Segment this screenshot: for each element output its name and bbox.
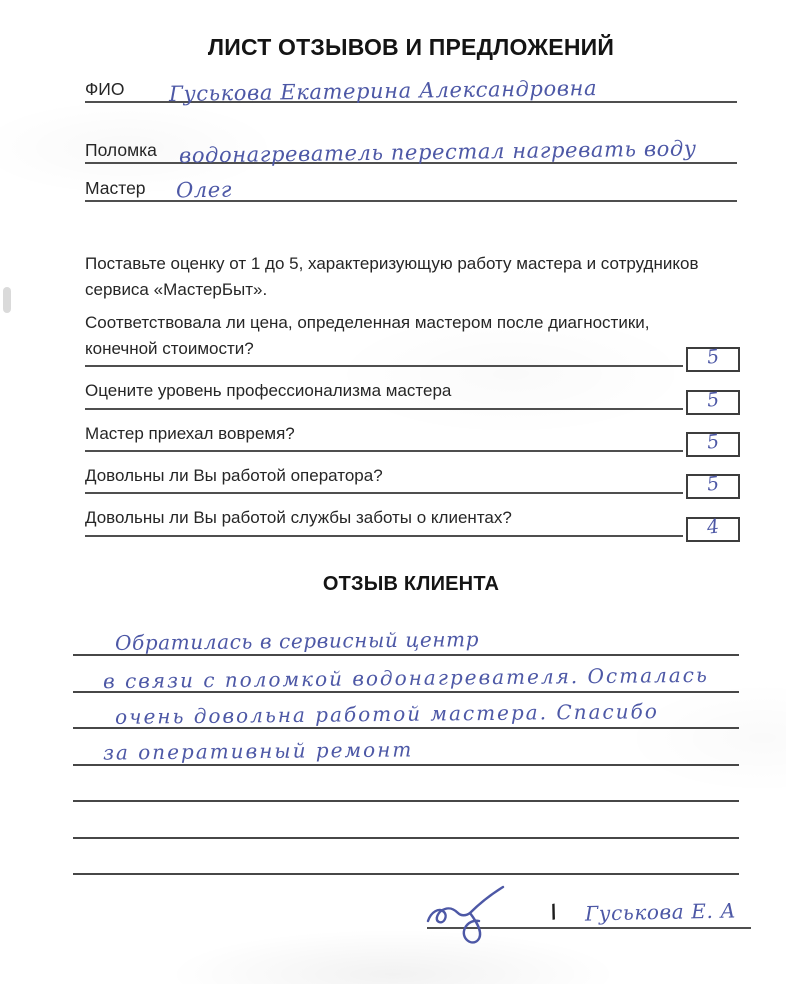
question-text: Довольны ли Вы работой службы заботы о клиентах? bbox=[85, 508, 512, 528]
question-text: Мастер приехал вовремя? bbox=[85, 423, 295, 443]
breakage-label: Поломка bbox=[85, 140, 157, 160]
signature-separator: / bbox=[548, 900, 560, 925]
review-line bbox=[73, 620, 739, 657]
rating-value: 5 bbox=[705, 472, 721, 497]
question-underline bbox=[85, 378, 683, 409]
review-handwritten-text: Обратилась в сервисный центр bbox=[114, 627, 480, 656]
review-line bbox=[73, 729, 739, 766]
rating-box bbox=[686, 347, 740, 372]
rating-value: 5 bbox=[705, 430, 721, 454]
master-handwritten-value: Олег bbox=[175, 177, 232, 203]
field-fio bbox=[85, 75, 737, 106]
signature-flourish bbox=[425, 883, 525, 953]
review-line-empty bbox=[73, 766, 739, 803]
review-handwritten-text: очень довольна работой мастера. Спасибо bbox=[114, 699, 659, 730]
rating-box bbox=[686, 432, 740, 457]
review-handwritten-text: за оперативный ремонт bbox=[102, 737, 414, 765]
review-line bbox=[73, 693, 739, 730]
review-line-empty bbox=[73, 839, 739, 876]
question-text: Довольны ли Вы работой оператора? bbox=[85, 466, 383, 486]
question-underline bbox=[85, 505, 683, 536]
review-line-empty bbox=[73, 802, 739, 839]
rating-box bbox=[686, 390, 740, 415]
question-underline bbox=[85, 463, 683, 494]
signature-name: Гуськова Е. А bbox=[584, 898, 737, 926]
question-row-operator bbox=[85, 463, 737, 497]
rating-box bbox=[686, 474, 740, 499]
question-row-on-time bbox=[85, 421, 737, 452]
question-underline bbox=[85, 310, 683, 368]
review-line bbox=[73, 656, 739, 693]
master-label: Мастер bbox=[85, 178, 146, 198]
question-row-professionalism bbox=[85, 378, 737, 412]
field-master bbox=[85, 174, 737, 202]
breakage-handwritten-value: водонагреватель перестал нагревать воду bbox=[178, 136, 697, 168]
review-handwritten-text: в связи с поломкой водонагревателя. Осталась bbox=[102, 662, 709, 693]
question-text: Соответствовала ли цена, определенная мастером после диагностики, конечной стоимости? bbox=[85, 312, 650, 359]
review-heading: ОТЗЫВ КЛИЕНТА bbox=[322, 572, 500, 595]
rating-box bbox=[686, 517, 740, 542]
form-title: ЛИСТ ОТЗЫВОВ И ПРЕДЛОЖЕНИЙ bbox=[207, 34, 615, 60]
signature-row bbox=[427, 889, 751, 929]
question-row-price bbox=[85, 310, 737, 368]
fio-label: ФИО bbox=[85, 79, 125, 99]
question-row-care-service bbox=[85, 505, 737, 539]
questions-list bbox=[85, 310, 737, 537]
rating-instruction: Поставьте оценку от 1 до 5, характеризующую работу мастера и сотрудников сервиса «МастерБыт». bbox=[85, 254, 699, 300]
rating-value: 4 bbox=[705, 515, 721, 539]
review-lines bbox=[73, 620, 739, 876]
field-breakage bbox=[85, 136, 737, 168]
fio-handwritten-value: Гуськова Екатерина Александровна bbox=[168, 76, 597, 106]
rating-value: 5 bbox=[705, 345, 721, 370]
question-underline bbox=[85, 421, 683, 452]
rating-value: 5 bbox=[705, 388, 721, 412]
question-text: Оцените уровень профессионализма мастера bbox=[85, 381, 452, 401]
scan-artifact bbox=[3, 287, 11, 313]
